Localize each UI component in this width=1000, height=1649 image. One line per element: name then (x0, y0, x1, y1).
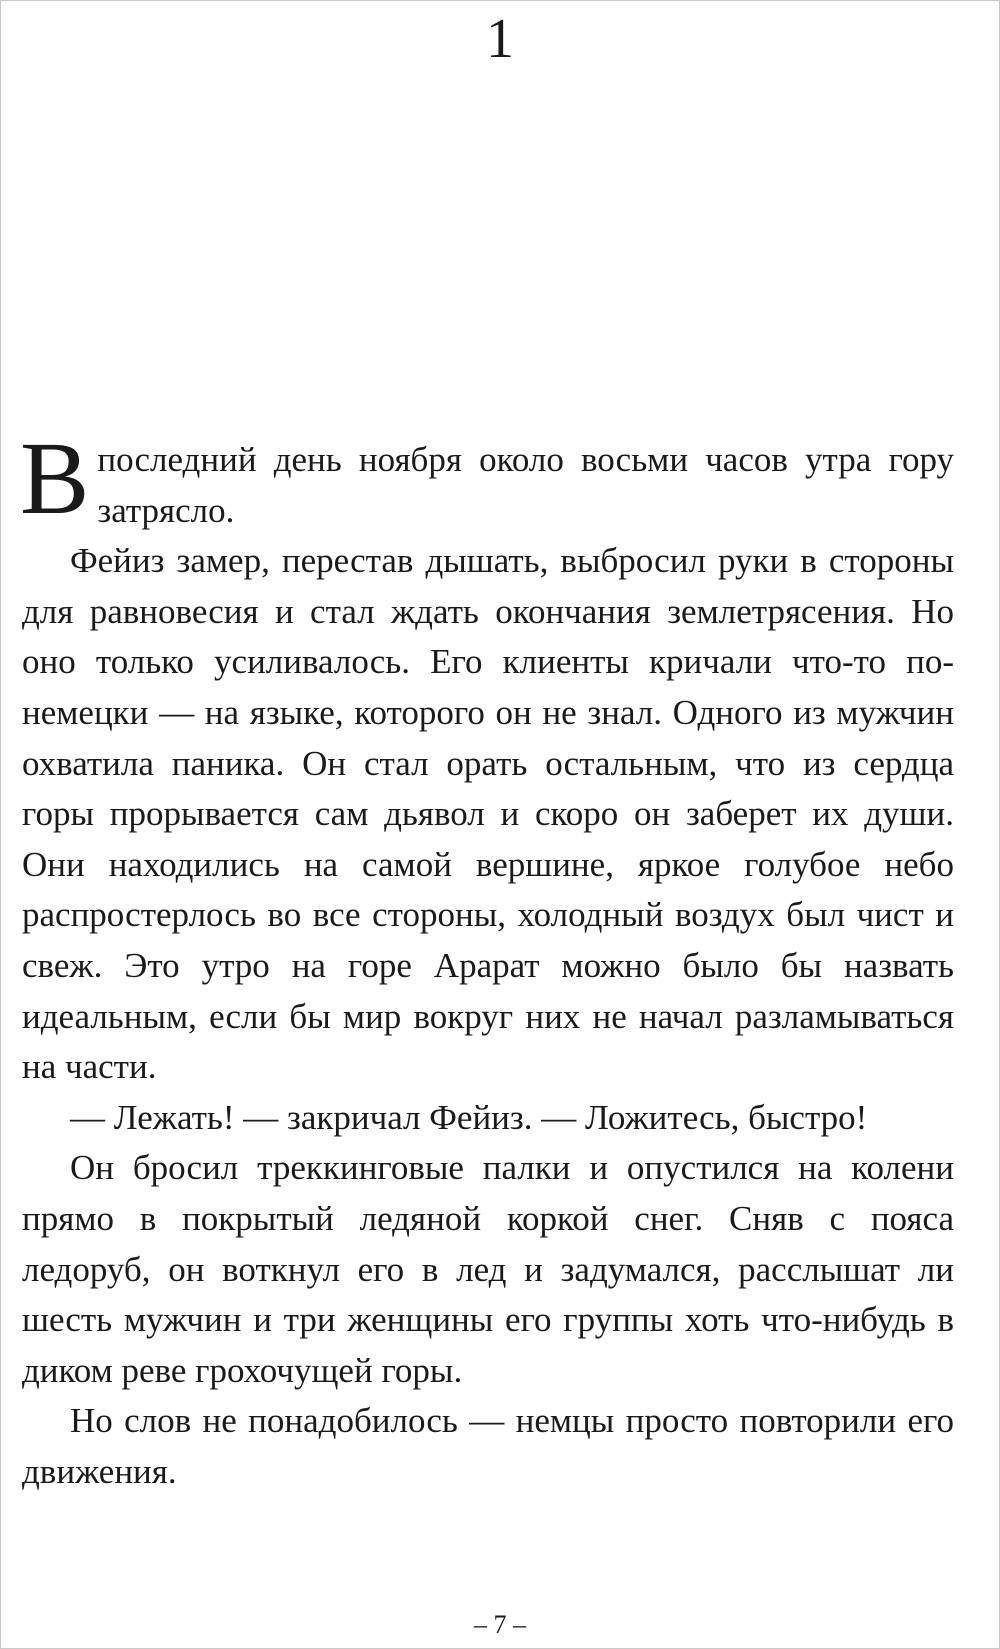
paragraph-5: Но слов не понадобилось — немцы просто повторили его движения. (22, 1401, 954, 1491)
paragraph-3: — Лежать! — закричал Фейиз. — Ложитесь, быстро! (70, 1097, 868, 1137)
body-text (20, 421, 954, 1497)
drop-cap: В (20, 421, 90, 536)
chapter-number: 1 (486, 8, 514, 70)
paragraph-1 (20, 421, 954, 536)
paragraph-4: Он бросил треккинговые палки и опустился на колени прямо в покрытый ледяной коркой снег. Сняв с пояса ледоруб, он воткнул его в лед и задумался, расслышат ли шесть мужчин и три женщины его группы хоть что-нибудь в диком реве грохочущей горы. (22, 1148, 954, 1390)
paragraph-2: Фейиз замер, перестав дышать, выбросил руки в стороны для равновесия и стал ждать окончания землетрясения. Но оно только усиливалось. Его клиенты кричали что-то по-немецки — на языке, которого он не знал. Одного из мужчин охватила паника. Он стал орать остальным, что из сердца горы прорывается сам дьявол и скоро он заберет их души. Они находились на самой вершине, яркое голубое небо распростерлось во все стороны, холодный воздух был чист и свеж. Это утро на горе Арарат можно было бы назвать идеальным, если бы мир вокруг них не начал разламываться на части. (22, 541, 954, 1087)
page-number: – 7 – (474, 1610, 526, 1639)
paragraph-text: последний день ноября около восьми часов утра гору затрясло. (97, 440, 954, 530)
